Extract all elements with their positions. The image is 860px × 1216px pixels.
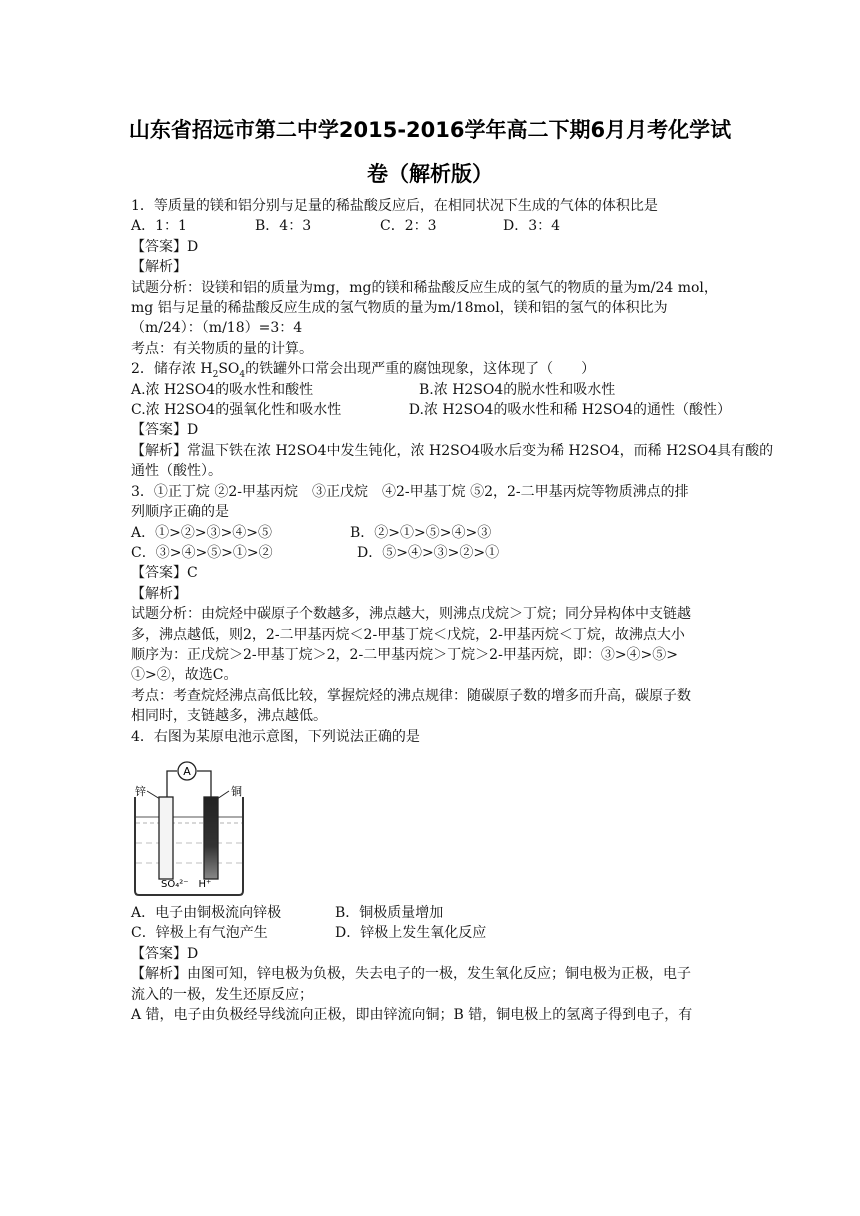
q1-analysis-line3: （m/24）：（m/18）=3：4 [131,320,303,337]
q3-analysis-line3: 顺序为：正戊烷＞2-甲基丁烷＞2，2-二甲基丙烷＞丁烷＞2-甲基丙烷，即：③>④>⑤> [131,646,679,663]
copper-label: 铜 [231,784,242,798]
q1-stem: 1．等质量的镁和铝分别与足量的稀盐酸反应后，在相同状况下生成的气体的体积比是 [131,198,658,214]
q2-stem: 2．储存浓 $H_2SO_4$的铁罐外口常会出现严重的腐蚀现象，这体现了（ ） [131,361,596,381]
q2-analysis-line1: 【解析】常温下铁在浓 H2SO4中发生钝化，浓 H2SO4吸水后变为稀 H2SO4，而稀 H2SO4具有酸的 [131,442,774,459]
q2-analysis-line2: 通性（酸性）。 [131,463,222,480]
q3-options-cd [131,543,731,563]
q3-answer: 【答案】C [131,565,198,582]
galvanic-cell-diagram [131,755,261,897]
document-title-line2: 卷（解析版） [367,162,493,186]
q2-stem-b: SO [218,361,240,378]
q1-point: 考点：有关物质的量的计算。 [131,340,313,357]
q3-stem-line2: 列顺序正确的是 [131,504,229,521]
zinc-label: 锌 [135,784,146,798]
q1-option-d: D．3：4 [503,218,561,235]
galvanic-cell-figure [131,755,731,897]
q2-answer: 【答案】D [131,422,199,439]
q1-analysis-label: 【解析】 [131,259,187,276]
q2-option-a: A.浓 H2SO4的吸水性和酸性 [131,381,314,398]
q3-point-line1: 考点：考查烷烃沸点高低比较，掌握烷烃的沸点规律：随碳原子数的增多而升高，碳原子数 [131,687,691,704]
q2-options-cd [131,400,731,420]
q3-option-c: C．③>④>⑤>①>② [131,544,273,561]
q3-analysis-line2: 多，沸点越低，则2，2-二甲基丙烷＜2-甲基丁烷＜戊烷，2-甲基丙烷＜丁烷，故沸点大小 [131,626,685,643]
q3-option-d: D．⑤>④>③>②>① [357,544,500,561]
q3-point-line2: 相同时，支链越多，沸点越低。 [131,708,327,725]
document-body [131,196,774,1025]
q1-analysis-line1: 试题分析：设镁和铝的质量为mg，mg的镁和稀盐酸反应生成的氢气的物质的量为m/24 mol， [131,279,718,296]
q3-option-b: B．②>①>⑤>④>③ [350,524,492,541]
q2-option-b: B.浓 H2SO4的脱水性和吸水性 [419,381,616,398]
q3-analysis-label: 【解析】 [131,585,187,602]
q2-stem-c: 的铁罐外口常会出现严重的腐蚀现象，这体现了（ ） [245,361,596,378]
q1-options [131,216,731,236]
q3-options-ab [131,523,731,543]
ammeter-label: A [183,764,191,778]
q4-option-b: B．铜极质量增加 [335,904,444,921]
q4-options-cd [131,923,731,943]
q3-analysis-line1: 试题分析：由烷烃中碳原子个数越多，沸点越大，则沸点戊烷＞丁烷；同分异构体中支链越 [131,606,691,623]
q2-options-ab [131,380,731,400]
q4-analysis-line1: 【解析】由图可知，锌电极为负极，失去电子的一极，发生氧化反应；铜电极为正极，电子 [131,966,691,983]
q4-option-c: C．锌极上有气泡产生 [131,925,268,942]
zinc-electrode [159,797,173,879]
copper-electrode [204,797,218,879]
q1-option-a: A．1：1 [131,218,187,235]
document-title-line1: 山东省招远市第二中学2015-2016学年高二下期6月月考化学试 [128,118,732,142]
q2-option-c: C.浓 H2SO4的强氧化性和吸水性 [131,402,342,419]
q1-answer: 【答案】D [131,238,199,255]
q3-option-a: A．①>②>③>④>⑤ [131,524,273,541]
q4-analysis-line2: 流入的一极，发生还原反应； [131,986,313,1003]
q4-options-ab [131,903,731,923]
q2-stem-a: 2．储存浓 H [131,361,213,378]
q4-answer: 【答案】D [131,945,199,962]
q4-option-a: A．电子由铜极流向锌极 [131,904,282,921]
q2-option-d: D.浓 H2SO4的吸水性和稀 H2SO4的通性（酸性） [408,402,731,419]
ions-label: SO₄²⁻ H⁺ [161,878,212,890]
q3-analysis-line4: ①>②，故选C。 [131,667,238,684]
q1-analysis-line2: mg 铝与足量的稀盐酸反应生成的氢气物质的量为m/18mol，镁和铝的氢气的体积比为 [131,300,668,317]
q1-option-b: B．4：3 [255,218,312,235]
q4-stem: 4．右图为某原电池示意图，下列说法正确的是 [131,728,420,745]
q4-option-d: D．锌极上发生氧化反应 [335,925,487,942]
q4-analysis-line3: A 错，电子由负极经导线流向正极，即由锌流向铜；B 错，铜电极上的氢离子得到电子，有 [131,1007,693,1023]
q1-option-c: C．2：3 [380,218,437,235]
q3-stem-line1: 3．①正丁烷 ②2-甲基丙烷 ③正戊烷 ④2-甲基丁烷 ⑤2，2-二甲基丙烷等物质沸点的排 [131,483,689,500]
